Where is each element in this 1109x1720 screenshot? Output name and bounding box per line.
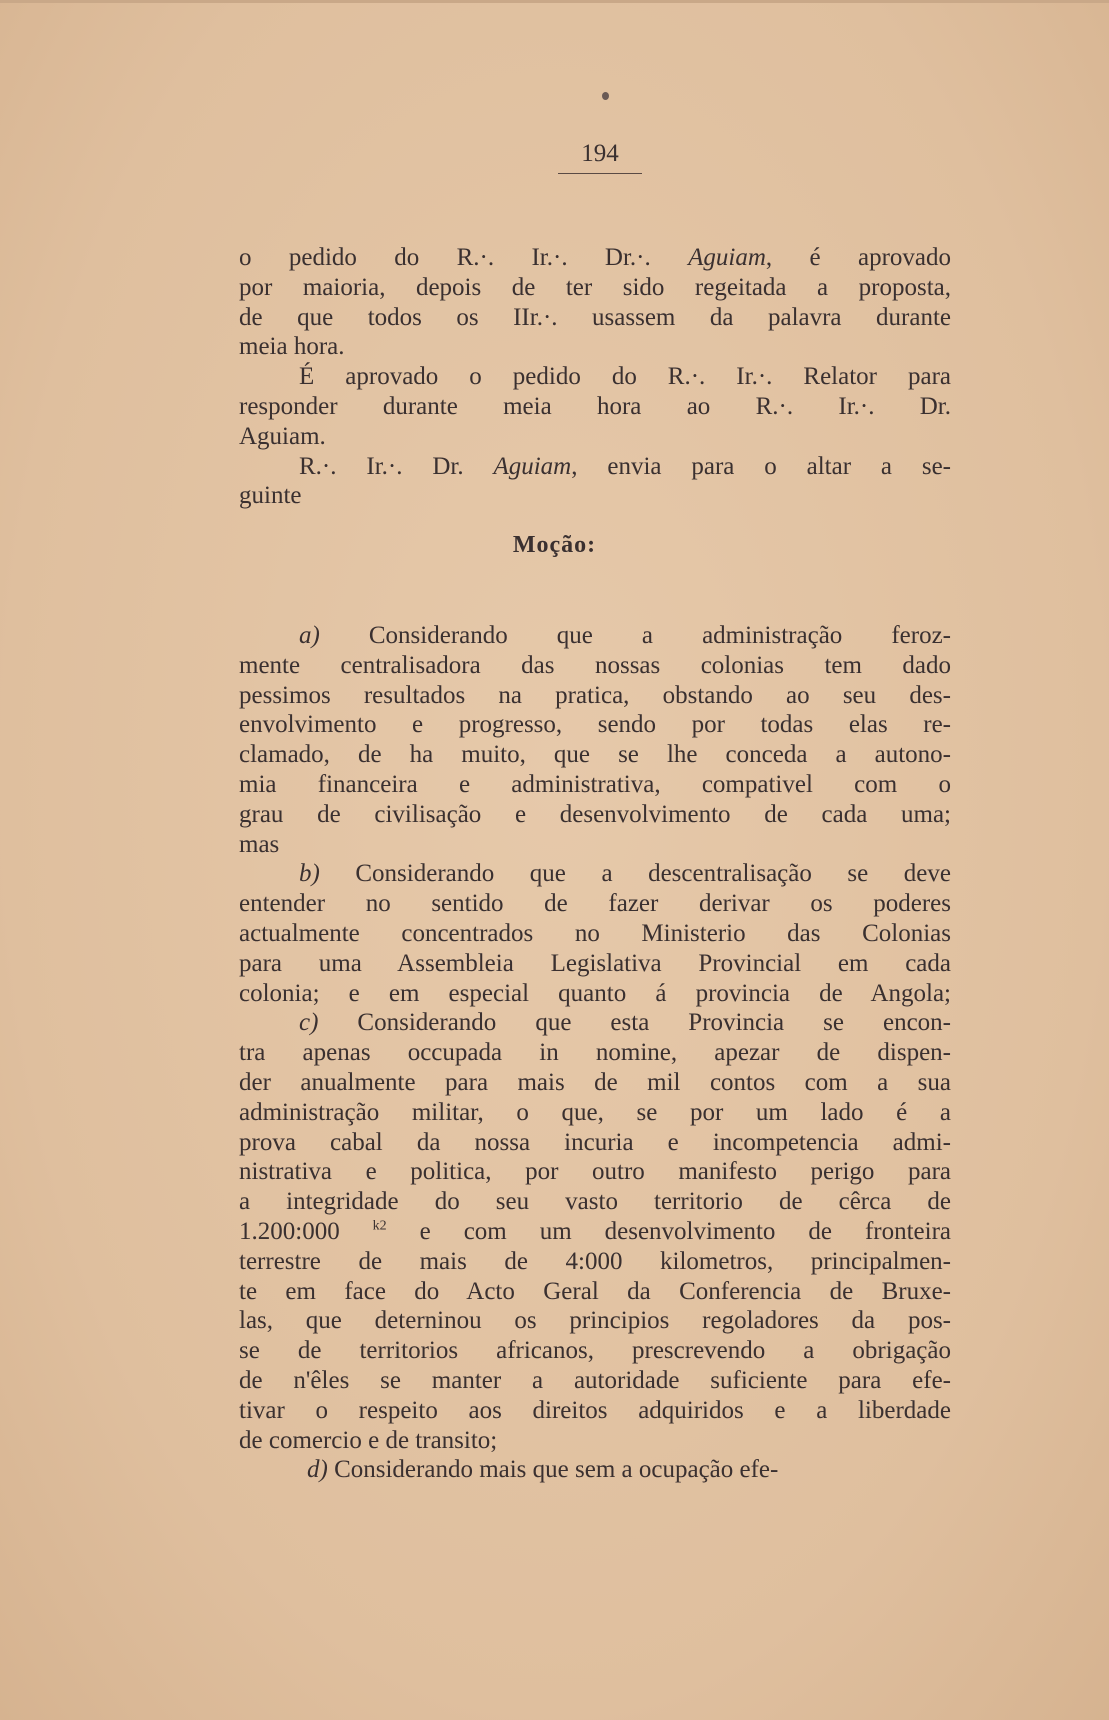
- text-line: [239, 919, 951, 949]
- text-segment: Considerando que a administração feroz-: [319, 622, 951, 649]
- section-heading: Moção:: [512, 532, 597, 558]
- text-line: [239, 770, 951, 800]
- superscript-text: k2: [372, 1218, 387, 1234]
- text-line: [239, 332, 951, 362]
- text-segment: clamado, de ha muito, que se lhe conceda a autono-: [239, 741, 951, 769]
- text-line: [239, 422, 951, 452]
- page-number: 194: [581, 140, 619, 167]
- text-segment: para uma Assembleia Legislativa Provincial em cada: [239, 949, 951, 977]
- text-line: [239, 859, 951, 889]
- text-line: [239, 830, 951, 860]
- text-line: [239, 1277, 951, 1307]
- text-segment: por maioria, depois de ter sido regeitada a proposta,: [239, 273, 951, 301]
- text-line: [239, 452, 951, 482]
- text-segment: guinte: [239, 482, 302, 510]
- text-line: [239, 1455, 951, 1485]
- page-number-rule: [558, 173, 642, 174]
- text-segment: , é aprovado: [765, 244, 951, 271]
- italic-text: a): [299, 622, 320, 649]
- text-line: [239, 710, 951, 740]
- text-line: [239, 1157, 951, 1187]
- italic-text: Aguiam: [493, 452, 572, 480]
- page-edge: [0, 0, 1109, 3]
- text-line: [239, 1247, 951, 1277]
- text-line: [239, 1038, 951, 1068]
- text-line: [239, 303, 951, 333]
- text-segment: grau de civilisação e desenvolvimento de cada uma;: [239, 800, 951, 828]
- text-segment: mente centralisadora das nossas colonias tem dado: [239, 651, 951, 679]
- text-line: [239, 1366, 951, 1396]
- text-segment: se de territorios africanos, prescrevendo a obrigação: [239, 1337, 951, 1365]
- text-segment: las, que deterninou os principios regoladores da pos-: [239, 1307, 951, 1335]
- text-segment: tra apenas occupada in nomine, apezar de dispen-: [239, 1039, 951, 1067]
- text-line: [239, 800, 951, 830]
- text-segment: actualmente concentrados no Ministerio das Colonias: [239, 919, 951, 947]
- text-segment: de que todos os IIr.·. usassem da palavra durante: [239, 303, 951, 331]
- text-segment: responder durante meia hora ao R.·. Ir.·. Dr.: [239, 392, 951, 420]
- text-segment: mas: [239, 830, 280, 858]
- motion-text-block: [239, 621, 951, 1485]
- text-line: [239, 651, 951, 681]
- italic-text: Aguiam: [688, 244, 766, 271]
- text-line: [239, 1098, 951, 1128]
- text-segment: É aprovado o pedido do R.·. Ir.·. Relator para: [299, 363, 951, 391]
- text-line: [239, 362, 951, 392]
- text-line: [239, 1217, 951, 1247]
- ink-speck: [602, 92, 609, 100]
- text-segment: Aguiam.: [239, 422, 326, 450]
- text-line: [239, 273, 951, 303]
- text-line: [239, 740, 951, 770]
- text-segment: Considerando que esta Provincia se encon-: [318, 1009, 951, 1037]
- text-line: [239, 681, 951, 711]
- text-segment: a integridade do seu vasto territorio de cêrca de: [239, 1188, 951, 1216]
- text-segment: envolvimento e progresso, sendo por todas elas re-: [239, 711, 951, 739]
- text-segment: tivar o respeito aos direitos adquiridos e a liberdade: [239, 1396, 951, 1424]
- intro-text-block: [239, 243, 951, 511]
- italic-text: c): [299, 1009, 319, 1037]
- text-line: [239, 979, 951, 1009]
- text-segment: , envia para o altar a se-: [571, 452, 951, 480]
- italic-text: b): [299, 860, 320, 888]
- text-segment: prova cabal da nossa incuria e incompetencia admi-: [239, 1128, 951, 1156]
- text-line: [239, 1426, 951, 1456]
- text-segment: mia financeira e administrativa, compativel com o: [239, 770, 951, 798]
- text-line: [239, 1008, 951, 1038]
- text-line: [239, 481, 951, 511]
- text-segment: e com um desenvolvimento de fronteira: [386, 1217, 951, 1245]
- text-segment: entender no sentido de fazer derivar os poderes: [239, 890, 951, 918]
- text-line: [239, 621, 951, 651]
- text-segment: te em face do Acto Geral da Conferencia de Bruxe-: [239, 1277, 951, 1305]
- text-line: [239, 1396, 951, 1426]
- text-segment: meia hora.: [239, 333, 345, 361]
- text-segment: nistrativa e politica, por outro manifesto perigo para: [239, 1158, 951, 1186]
- text-segment: der anualmente para mais de mil contos com a sua: [239, 1068, 951, 1096]
- text-segment: o pedido do R.·. Ir.·. Dr.·.: [239, 244, 689, 271]
- text-line: [239, 243, 951, 273]
- text-line: [239, 889, 951, 919]
- text-line: [239, 1128, 951, 1158]
- text-line: [239, 1068, 951, 1098]
- text-line: [239, 1187, 951, 1217]
- text-segment: de comercio e de transito;: [239, 1426, 498, 1454]
- text-segment: administração militar, o que, se por um lado é a: [239, 1098, 951, 1126]
- text-segment: terrestre de mais de 4:000 kilometros, principalmen-: [239, 1247, 951, 1275]
- text-segment: colonia; e em especial quanto á provincia de Angola;: [239, 979, 951, 1007]
- text-line: [239, 1306, 951, 1336]
- italic-text: d): [307, 1456, 328, 1484]
- text-line: [239, 1336, 951, 1366]
- text-segment: Considerando mais que sem a ocupação efe-: [327, 1456, 779, 1484]
- text-segment: 1.200:000: [239, 1217, 373, 1245]
- text-segment: Considerando que a descentralisação se deve: [319, 860, 951, 888]
- text-segment: de n'êles se manter a autoridade suficiente para efe-: [239, 1366, 951, 1394]
- text-line: [239, 392, 951, 422]
- text-line: [239, 949, 951, 979]
- text-segment: pessimos resultados na pratica, obstando ao seu des-: [239, 681, 951, 709]
- text-segment: R.·. Ir.·. Dr.: [299, 452, 494, 480]
